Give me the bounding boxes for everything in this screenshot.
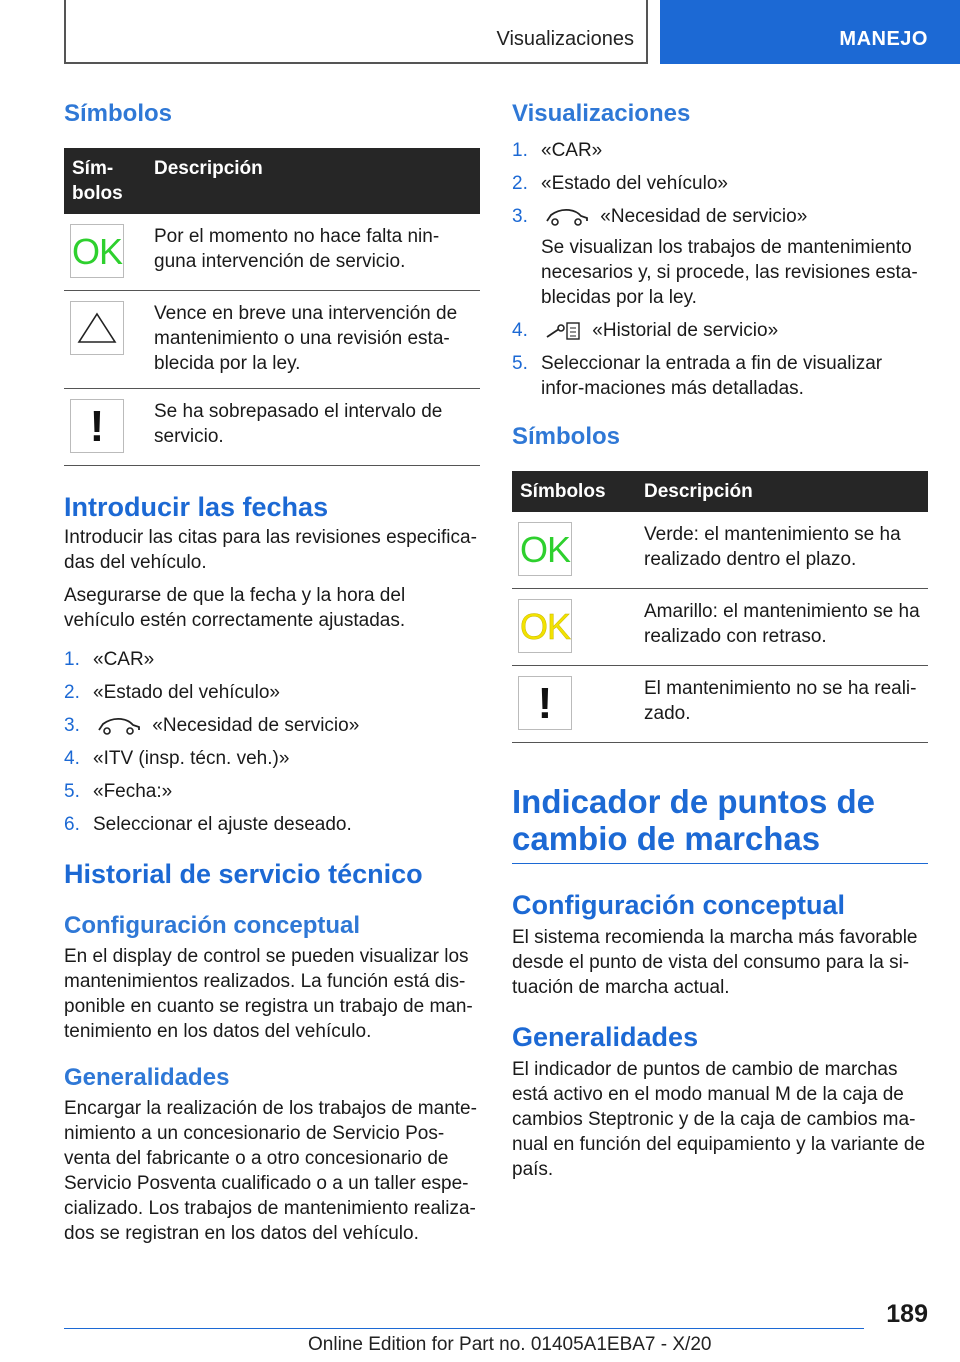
list-item: 4. «Historial de servicio» [512,320,779,341]
ok-icon: OK [70,224,124,278]
table-row [64,291,480,389]
page-number: 189 [886,1300,928,1328]
table-cell-description: Vence en breve una intervención de mantenimiento o una revisión esta-blecida por la ley. [146,291,480,389]
list-item: 3. «Necesidad de servicio» Se visualizan los trabajos de mantenimiento necesarios y, si procede, las revisiones esta-blecidas por la ley. [512,204,928,310]
header-chapter-tab [660,0,960,64]
list-item: 5. «Fecha:» [64,781,173,802]
right-column [512,100,928,1182]
table-cell-description: Por el momento no hace falta nin-guna intervención de servicio. [146,214,480,291]
history-heading: Historial de servicio técnico [64,859,423,889]
dates-paragraph-1: Introducir las citas para las revisiones especifica-das del vehículo. [64,527,477,573]
list-item: 3. «Necesidad de servicio» [64,715,360,736]
list-item: 5. Seleccionar la entrada a fin de visualizar infor-maciones más detalladas. [512,353,883,399]
service-history-icon [545,321,581,341]
left-column [64,100,480,1246]
table-header-description: Descripción [636,471,928,512]
concept-heading: Configuración conceptual [64,912,361,939]
header-chapter-label: MANEJO [839,28,928,50]
exclamation-icon: ! [70,399,124,453]
concept-paragraph: En el display de control se pueden visualizar los mantenimientos realizados. La función está dis-ponible en cuanto se registra un trabajo de man-tenimiento en los datos del vehículo. [64,946,473,1042]
table-header-symbols: Sím- bolos [64,148,146,214]
warning-triangle-icon [70,301,124,355]
ok-green-icon: OK [518,522,572,576]
table-cell-description: El mantenimiento no se ha reali-zado. [636,666,928,743]
dates-heading: Introducir las fechas [64,492,329,522]
table-row [512,512,928,589]
table-cell-description: Amarillo: el mantenimiento se ha realizado con retraso. [636,589,928,666]
general-paragraph-right: El indicador de puntos de cambio de marchas está activo en el modo manual M de la caja de cambios Steptronic y de la caja de cambios ma-nual en función del equipamiento y la variante de país. [512,1059,926,1180]
list-item: 4. «ITV (insp. técn. veh.)» [64,748,290,769]
edition-footer: Online Edition for Part no. 01405A1EBA7 - X/20 [308,1334,712,1355]
header-section-title: Visualizaciones [496,28,634,50]
header-section-box [64,0,648,64]
list-item: 6. Seleccionar el ajuste deseado. [64,814,352,835]
list-item: 1. «CAR» [512,140,603,161]
display-steps-list [512,138,928,401]
symbols-status-table [512,471,928,743]
table-header-description: Descripción [146,148,480,214]
table-header-symbols: Símbolos [512,471,636,512]
concept-paragraph-right: El sistema recomienda la marcha más favorable desde el punto de vista del consumo para la si-tuación de marcha actual. [512,927,918,998]
list-item: 2. «Estado del vehículo» [64,682,280,703]
display-heading: Visualizaciones [512,100,691,127]
table-cell-description: Se ha sobrepasado el intervalo de servicio. [146,389,480,466]
list-item: 1. «CAR» [64,649,155,670]
dates-steps-list [64,647,480,837]
list-item-subtext: Se visualizan los trabajos de mantenimiento necesarios y, si procede, las revisiones esta-blecidas por la ley. [541,237,918,308]
car-icon [545,207,589,227]
footer-divider [64,1328,864,1329]
shift-indicator-heading: Indicador de puntos de cambio de marchas [512,783,928,864]
concept-heading-right: Configuración conceptual [512,890,846,920]
general-heading: Generalidades [64,1064,230,1091]
dates-paragraph-2: Asegurarse de que la fecha y la hora del vehículo estén correctamente ajustadas. [64,585,406,631]
general-heading-right: Generalidades [512,1022,699,1052]
symbols-heading: Símbolos [64,100,173,127]
table-cell-description: Verde: el mantenimiento se ha realizado dentro el plazo. [636,512,928,589]
symbols-heading-right: Símbolos [512,423,621,450]
table-row [64,389,480,466]
car-icon [97,716,141,736]
general-paragraph: Encargar la realización de los trabajos de mante-nimiento a un concesionario de Servicio Pos-venta del fabricante o a otro concesionario de Servicio Posventa cualificado o a un taller espe-cializado. Los trabajos de mantenimiento realiza-dos se registran en los datos del vehículo. [64,1098,477,1244]
table-header-row [64,148,480,214]
table-row [64,214,480,291]
table-row [512,589,928,666]
table-header-row [512,471,928,512]
symbols-table [64,148,480,466]
list-item: 2. «Estado del vehículo» [512,173,728,194]
exclamation-icon: ! [518,676,572,730]
table-row [512,666,928,743]
ok-yellow-icon: OK [518,599,572,653]
